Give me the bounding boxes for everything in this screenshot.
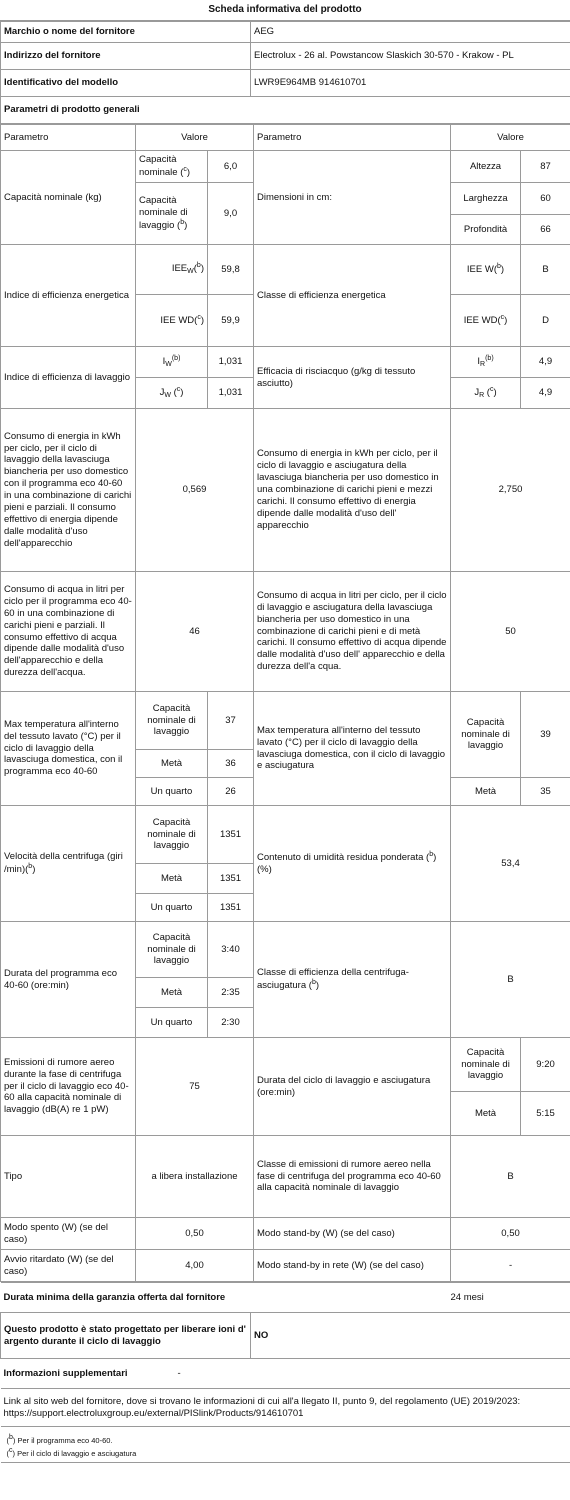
cycle-full-label: Capacità nominale di lavaggio [451,1038,521,1092]
jw-label: $J_W$ ($^c$) [136,378,208,409]
class-wd-value: D [521,295,570,347]
capacity-wash-label: Capacità nominale di lavaggio ($^b$) [136,183,208,245]
info-row [1,1359,570,1389]
brand-label: Marchio o nome del fornitore [1,22,251,43]
class-w-label: IEE W($^b$) [451,245,521,295]
duration-quarter-label: Un quarto [136,1008,208,1038]
max-temp-dry-half-label: Metà [451,778,521,806]
off-mode-label: Modo spento (W) (se del caso) [1,1218,136,1250]
notes [1,1427,570,1463]
brand-value: AEG [251,22,570,43]
noise-label: Emissioni di rumore aereo durante la fase di centrifuga per il ciclo di lavaggio eco 40-60 alla capacità nominale di lavaggio (dB(A) re 1 pW) [1,1038,136,1136]
type-label: Tipo [1,1136,136,1218]
network-standby-value: - [451,1250,570,1282]
rinse-label: Efficacia di risciacquo (g/kg di tessuto asciutto) [254,347,451,409]
silver-ions-label: Questo prodotto è stato progettato per liberare ioni d' argento durante il ciclo di lavaggio [1,1313,251,1359]
jw-value: 1,031 [208,378,254,409]
max-temp-dry-full-label: Capacità nominale di lavaggio [451,692,521,778]
energy-consumption-wash-value: 0,569 [136,409,254,572]
dimensions-label: Dimensioni in cm: [254,151,451,245]
jr-value: 4,9 [521,378,570,409]
wash-index-label: Indice di efficienza di lavaggio [1,347,136,409]
cycle-half-label: Metà [451,1092,521,1136]
iee-wd-value: 59,9 [208,295,254,347]
water-consumption-dry-label: Consumo di acqua in litri per ciclo, per il ciclo di lavaggio e asciugatura della lavasciuga biancheria per uso domestico in una combinazione di carichi pieni e di metà carichi. Il consumo effettivo di acqua dipende dalle modalità d'uso dell' apparecchio e della durezza dell'a cqua. [254,572,451,692]
info-label: Informazioni supplementari [3,1367,128,1379]
spin-class-value: B [451,922,570,1038]
capacity-wash-value: 9,0 [208,183,254,245]
energy-consumption-dry-label: Consumo di energia in kWh per ciclo, per il ciclo di lavaggio e asciugatura della lavasciuga biancheria per uso domestico in una combinazione di carichi pieni e mezzi carichi. Il consumo effettivo di energia dipende dalle modalità d'uso dell' apparecchio [254,409,451,572]
cycle-full-value: 9:20 [521,1038,570,1092]
col-param-left: Parametro [1,125,136,151]
iw-label: $I_W^{(b)}$ [136,347,208,378]
parameters-table [0,124,570,1282]
note-c: (c) Per il ciclo di lavaggio e asciugatura [6,1447,137,1459]
energy-consumption-dry-value: 2,750 [451,409,570,572]
model-label: Identificativo del modello [1,70,251,97]
max-temp-dry-half-value: 35 [521,778,570,806]
delay-start-label: Avvio ritardato (W) (se del caso) [1,1250,136,1282]
spin-speed-label: Velocità della centrifuga (giri /min)($^b$) [1,806,136,922]
supplier-table [0,21,570,124]
duration-full-label: Capacità nominale di lavaggio [136,922,208,978]
iee-w-value: 59,8 [208,245,254,295]
supplier-link-row [1,1389,570,1427]
noise-class-value: B [451,1136,570,1218]
silver-ions-value: NO [251,1313,570,1359]
class-w-value: B [521,245,570,295]
note-b: (b) Per il programma eco 40-60. [6,1434,113,1445]
capacity-nominal-value: 6,0 [208,151,254,183]
duration-label: Durata del programma eco 40-60 (ore:min) [1,922,136,1038]
width-value: 60 [521,183,570,215]
duration-half-label: Metà [136,978,208,1008]
general-params-heading: Parametri di prodotto generali [1,97,570,124]
max-temp-quarter-value: 26 [208,778,254,806]
ir-value: 4,9 [521,347,570,378]
max-temp-half-value: 36 [208,750,254,778]
energy-index-label: Indice di efficienza energetica [1,245,136,347]
spin-full-label: Capacità nominale di lavaggio [136,806,208,864]
col-value-left: Valore [136,125,254,151]
spin-half-label: Metà [136,864,208,894]
energy-consumption-wash-label: Consumo di energia in kWh per ciclo, per il ciclo di lavaggio della lavasciuga biancheria per uso domestico con il programma eco 40-60 in una combinazione di carichi pieni e parziali. Il consumo effettivo di energia dipende dalle modalità d'uso dell'apparecchio [1,409,136,572]
class-wd-label: IEE WD($^c$) [451,295,521,347]
max-temp-wash-label: Max temperatura all'interno del tessuto lavato (°C) per il ciclo di lavaggio della lavasciuga domestica, con il programma eco 40-60 [1,692,136,806]
network-standby-label: Modo stand-by in rete (W) (se del caso) [254,1250,451,1282]
spin-quarter-value: 1351 [208,894,254,922]
max-temp-full-label: Capacità nominale di lavaggio [136,692,208,750]
water-consumption-dry-value: 50 [451,572,570,692]
sheet-title: Scheda informativa del prodotto [0,0,570,21]
duration-half-value: 2:35 [208,978,254,1008]
col-param-right: Parametro [254,125,451,151]
water-consumption-wash-label: Consumo di acqua in litri per ciclo per il programma eco 40-60 in una combinazione di carichi pieni e parziali. Il consumo effettivo di acqua dipende dalle modalità d'uso dell'apparecchio e della durezza dell'acqua. [1,572,136,692]
iw-value: 1,031 [208,347,254,378]
height-label: Altezza [451,151,521,183]
ir-label: $I_R^{(b)}$ [451,347,521,378]
footer-table [0,1282,570,1463]
depth-value: 66 [521,215,570,245]
water-consumption-wash-value: 46 [136,572,254,692]
spin-class-label: Classe di efficienza della centrifuga-asciugatura ($^b$) [254,922,451,1038]
noise-value: 75 [136,1038,254,1136]
address-label: Indirizzo del fornitore [1,43,251,70]
warranty-label: Durata minima della garanzia offerta dal fornitore [1,1283,251,1313]
capacity-nominal-label: Capacità nominale ($^c$) [136,151,208,183]
capacity-label: Capacità nominale (kg) [1,151,136,245]
col-value-right: Valore [451,125,570,151]
max-temp-quarter-label: Un quarto [136,778,208,806]
address-value: Electrolux - 26 al. Powstancow Slaskich 30-570 - Krakow - PL [251,43,570,70]
duration-full-value: 3:40 [208,922,254,978]
jr-label: $J_R$ ($^c$) [451,378,521,409]
type-value: a libera installazione [136,1136,254,1218]
max-temp-full-value: 37 [208,692,254,750]
off-mode-value: 0,50 [136,1218,254,1250]
depth-label: Profondità [451,215,521,245]
standby-value: 0,50 [451,1218,570,1250]
energy-class-label: Classe di efficienza energetica [254,245,451,347]
spin-quarter-label: Un quarto [136,894,208,922]
duration-quarter-value: 2:30 [208,1008,254,1038]
cycle-half-value: 5:15 [521,1092,570,1136]
spin-half-value: 1351 [208,864,254,894]
max-temp-half-label: Metà [136,750,208,778]
iee-wd-label: IEE WD($^c$) [136,295,208,347]
max-temp-dry-label: Max temperatura all'interno del tessuto lavato (°C) per il ciclo di lavaggio della lavasciuga domestica, con il ciclo di lavaggio e asciugatura [254,692,451,806]
height-value: 87 [521,151,570,183]
standby-label: Modo stand-by (W) (se del caso) [254,1218,451,1250]
moisture-label: Contenuto di umidità residua ponderata ($^b$) (%) [254,806,451,922]
link-text: Link al sito web del fornitore, dove si trovano le informazioni di cui all'a llegato II, punto 9, del regolamento (UE) 2019/2023: [3,1395,521,1407]
spin-full-value: 1351 [208,806,254,864]
cycle-duration-label: Durata del ciclo di lavaggio e asciugatura (ore:min) [254,1038,451,1136]
warranty-value: 24 mesi [251,1283,570,1313]
noise-class-label: Classe di emissioni di rumore aereo nella fase di centrifuga del programma eco 40-60 alla capacità nominale di lavaggio [254,1136,451,1218]
width-label: Larghezza [451,183,521,215]
moisture-value: 53,4 [451,806,570,922]
max-temp-dry-full-value: 39 [521,692,570,778]
iee-w-label: $IEE_W(^b)$ [136,245,208,295]
delay-start-value: 4,00 [136,1250,254,1282]
info-value: - [177,1367,181,1379]
supplier-link[interactable]: https://support.electroluxgroup.eu/external/PISlink/Products/914610701 [3,1407,304,1419]
model-value: LWR9E964MB 914610701 [251,70,570,97]
